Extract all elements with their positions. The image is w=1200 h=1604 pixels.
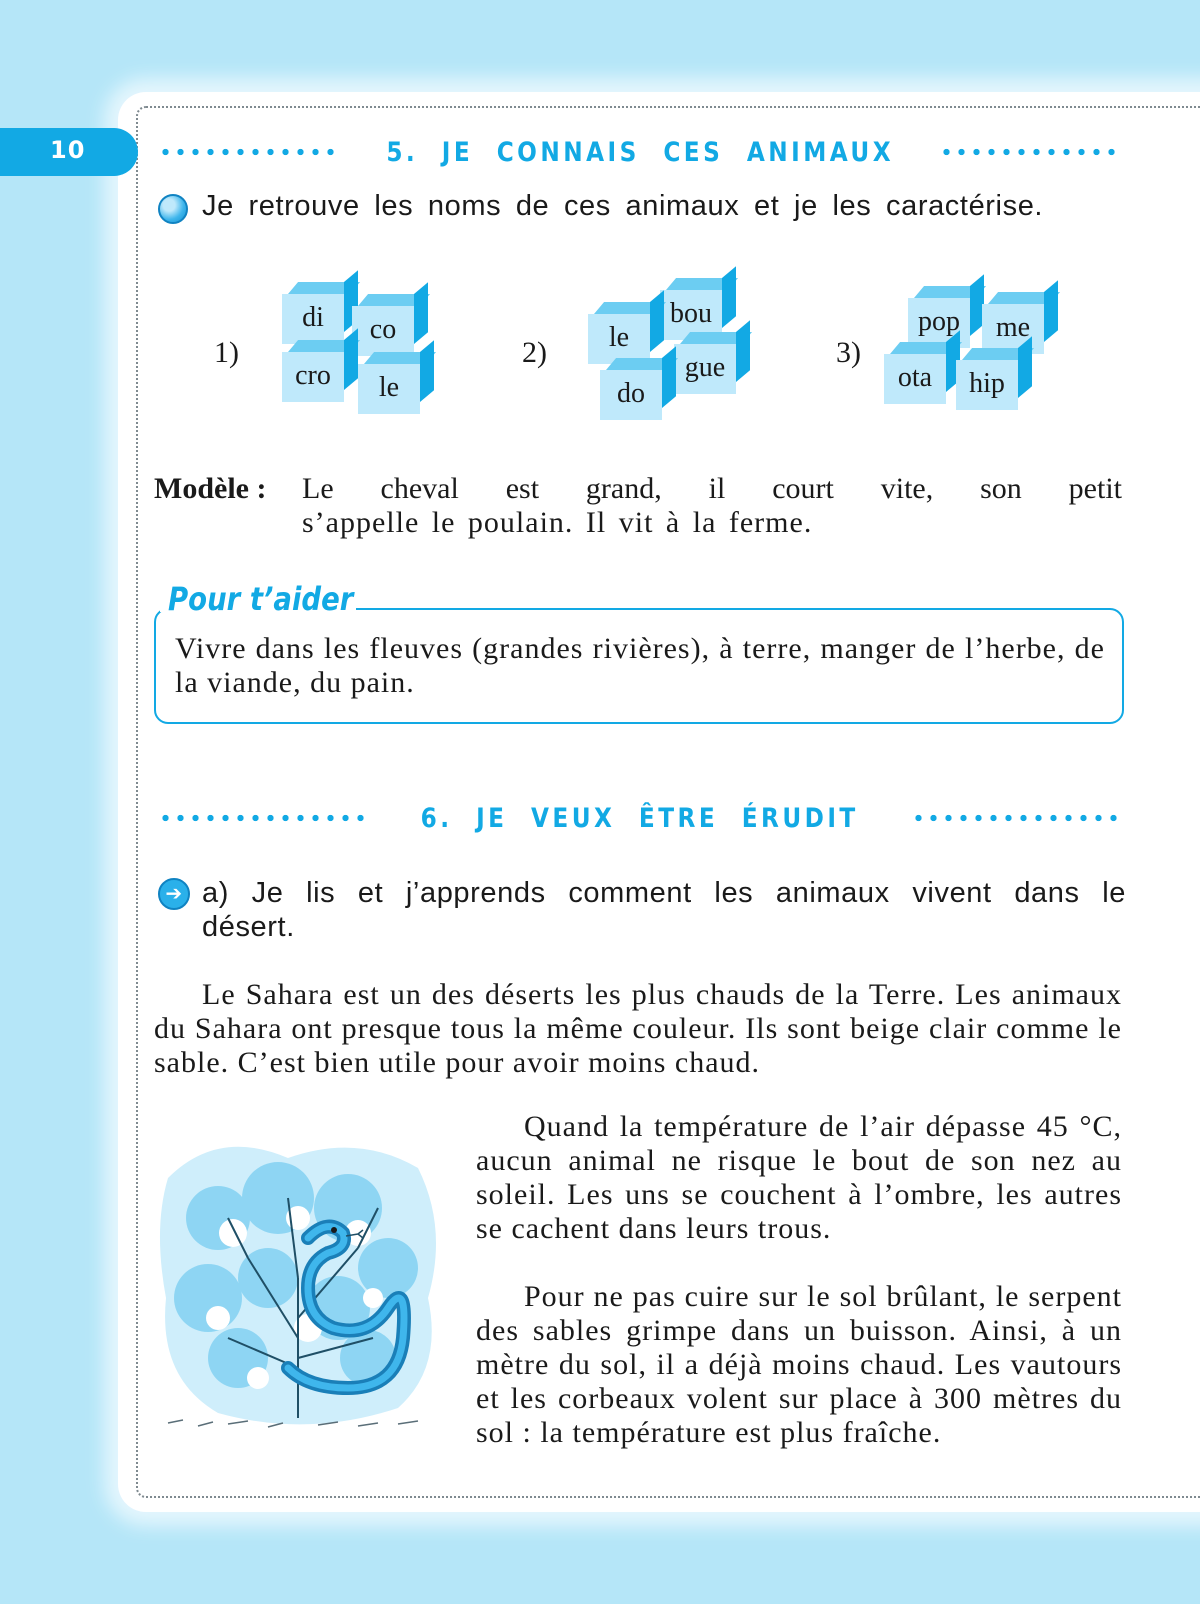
paragraph-temperature: Quand la température de l’air dépasse 45 °C, aucun animal ne risque le bout de son nez au soleil. Les uns se couchent à l’ombre, les autres se cachent dans leurs trous. (476, 1110, 1122, 1245)
syllable-cube: hip (956, 360, 1018, 410)
puzzle-number: 3) (836, 336, 861, 369)
arrow-bullet-icon: ➔ (158, 878, 190, 910)
dotted-rule-right (939, 148, 1122, 156)
syllable-cube: me (982, 304, 1044, 354)
syllable-cube: bou (660, 290, 722, 340)
syllable-cube: ota (884, 354, 946, 404)
syllable-cube: gue (674, 344, 736, 394)
help-title: Pour t’aider (168, 580, 354, 618)
syllable-cube: cro (282, 352, 344, 402)
syllable-cube: co (352, 306, 414, 356)
section5-instruction (158, 190, 1126, 223)
syllable-cube: le (358, 364, 420, 414)
section6-instruction (158, 876, 1126, 944)
paragraph-sahara: Le Sahara est un des déserts les plus chauds de la Terre. Les animaux du Sahara ont presque tous la même couleur. Ils sont beige clair comme le sable. C’est bien utile pour avoir moins chaud. (154, 978, 1122, 1079)
page-number-tab (0, 128, 138, 176)
model-label: Modèle : (154, 472, 267, 505)
section5-header (158, 132, 1122, 172)
model-text-line2: s’appelle le poulain. Il vit à la ferme. (302, 506, 813, 539)
section5-title: 5. JE CONNAIS CES ANIMAUX (386, 136, 894, 168)
model-text-line1: Le cheval est grand, il court vite, son petit (302, 472, 1122, 505)
section6-header (158, 798, 1122, 838)
syllable-cube: do (600, 370, 662, 420)
help-text: Vivre dans les fleuves (grandes rivières), à terre, manger de l’herbe, de la viande, du pain. (175, 632, 1105, 699)
page-number: 10 (50, 136, 86, 164)
dotted-rule-left (158, 814, 369, 822)
puzzle-number: 1) (214, 336, 239, 369)
puzzle-number: 2) (522, 336, 547, 369)
syllable-cube: le (588, 314, 650, 364)
syllable-cube: pop (908, 298, 970, 348)
dotted-rule-left (158, 148, 341, 156)
section6-title: 6. JE VEUX ÊTRE ÉRUDIT (420, 802, 860, 834)
dotted-rule-right (911, 814, 1122, 822)
section5-instruction-text: Je retrouve les noms de ces animaux et je les caractérise. (202, 190, 1044, 222)
syllable-cube: di (282, 294, 344, 344)
blue-bullet-icon (158, 194, 188, 224)
paragraph-serpent: Pour ne pas cuire sur le sol brûlant, le serpent des sables grimpe dans un buisson. Ainsi, à un mètre du sol, il a déjà moins chaud. Les vautours et les corbeaux volent sur place à 300 mètres du sol : la température est plus fraîche. (476, 1280, 1122, 1449)
model-example (154, 472, 1122, 540)
section6-instruction-text: a) Je lis et j’apprends comment les animaux vivent dans le désert. (202, 877, 1126, 943)
snake-in-bush-illustration (158, 1138, 440, 1432)
